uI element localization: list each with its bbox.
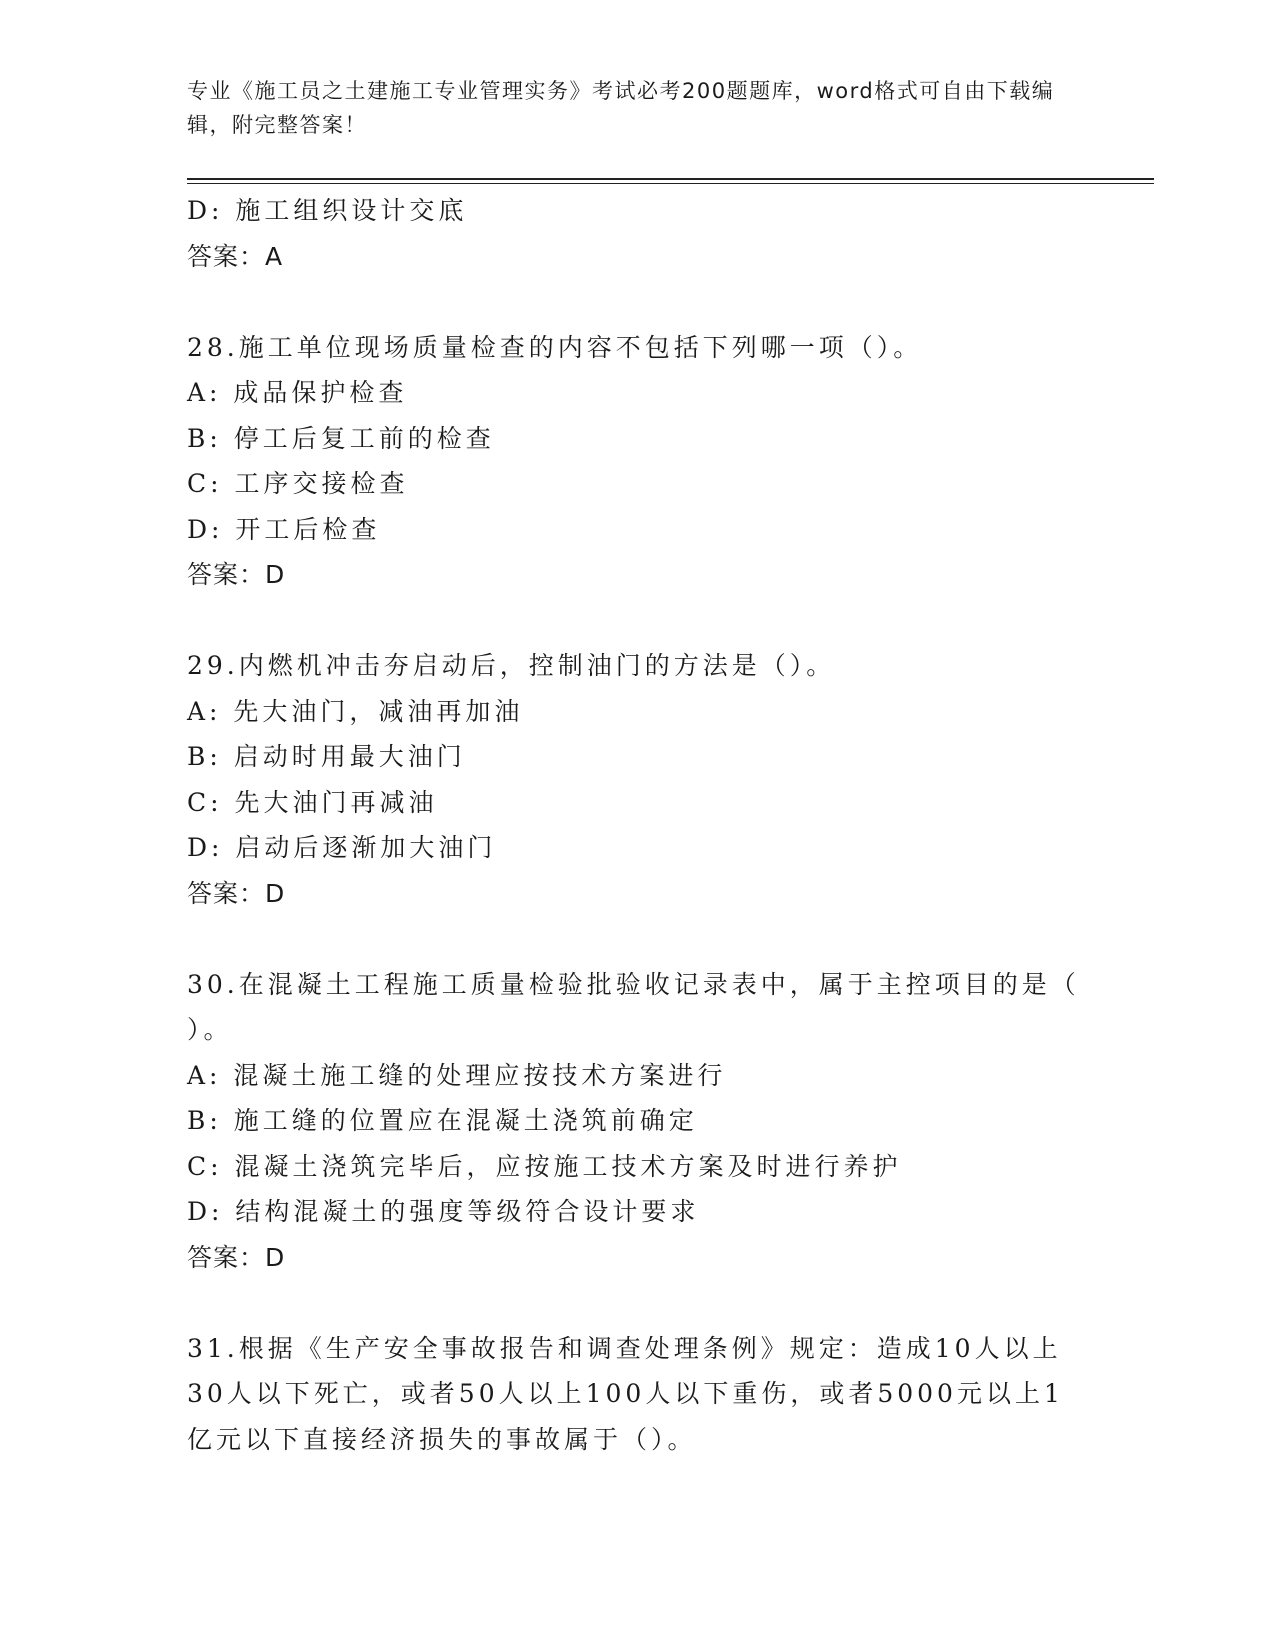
spacer xyxy=(187,916,1067,962)
question-28-option-d: D: 开工后检查 xyxy=(187,514,381,544)
question-28-option-c: C: 工序交接检查 xyxy=(187,469,409,498)
question-31-stem-line3: 亿元以下直接经济损失的事故属于（）。 xyxy=(187,1424,697,1454)
header-rule-thick xyxy=(187,178,1154,180)
question-30-option-d: D: 结构混凝土的强度等级符合设计要求 xyxy=(187,1197,700,1226)
header-rule-thin xyxy=(187,183,1154,184)
question-28-option-b: B: 停工后复工前的检查 xyxy=(187,423,495,453)
question-29-option-a: A: 先大油门，减油再加油 xyxy=(187,696,524,726)
question-30-option-a: A: 混凝土施工缝的处理应按技术方案进行 xyxy=(187,1060,727,1090)
question-31-stem-line1: 31.根据《生产安全事故报告和调查处理条例》规定：造成10人以上 xyxy=(187,1333,1062,1363)
header-title: 专业《施工员之土建施工专业管理实务》考试必考200题题库，word格式可自由下载编辑，附完整答案！ xyxy=(187,79,1055,137)
question-30-stem-line2: ）。 xyxy=(187,1015,233,1044)
question-30-option-c: C: 混凝土浇筑完毕后，应按施工技术方案及时进行养护 xyxy=(187,1151,902,1181)
prev-answer: 答案：A xyxy=(187,241,284,271)
question-29-answer: 答案：D xyxy=(187,878,286,908)
question-30-stem-line1: 30.在混凝土工程施工质量检验批验收记录表中，属于主控项目的是（ xyxy=(187,969,1080,999)
question-31-stem-line2: 30人以下死亡，或者50人以上100人以下重伤，或者5000元以上1 xyxy=(187,1379,1064,1408)
prev-option-d: D: 施工组织设计交底 xyxy=(187,196,468,225)
question-30-option-b: B: 施工缝的位置应在混凝土浇筑前确定 xyxy=(187,1106,698,1135)
question-30-answer: 答案：D xyxy=(187,1242,286,1272)
spacer xyxy=(187,1280,1067,1326)
question-29-option-d: D: 启动后逐渐加大油门 xyxy=(187,833,497,862)
question-28-option-a: A: 成品保护检查 xyxy=(187,378,408,407)
spacer xyxy=(187,598,1067,644)
question-28-answer: 答案：D xyxy=(187,560,286,589)
question-29-option-c: C: 先大油门再减油 xyxy=(187,787,438,817)
question-body xyxy=(187,188,1080,1462)
spacer xyxy=(187,279,1067,325)
question-28-stem: 28.施工单位现场质量检查的内容不包括下列哪一项（）。 xyxy=(187,332,923,362)
page-header xyxy=(187,74,1067,142)
question-29-stem: 29.内燃机冲击夯启动后，控制油门的方法是（）。 xyxy=(187,651,836,680)
question-29-option-b: B: 启动时用最大油门 xyxy=(187,742,466,771)
